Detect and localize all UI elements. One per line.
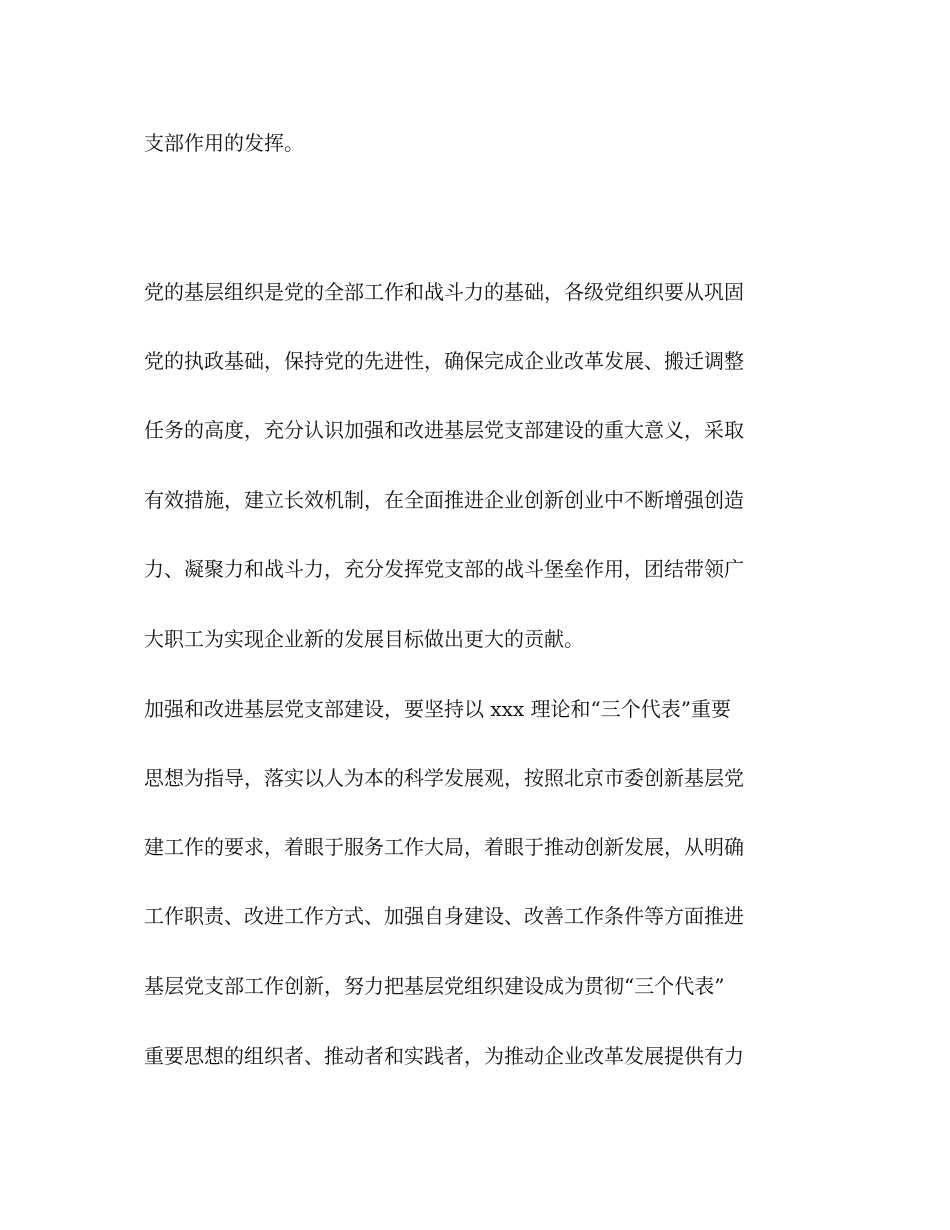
text-line: 工作职责、改进工作方式、加强自身建设、改善工作条件等方面推进 [144, 904, 744, 928]
text-line: 支部作用的发挥。 [144, 131, 304, 155]
text-line: 大职工为实现企业新的发展目标做出更大的贡献。 [144, 627, 584, 651]
text-line: 任务的高度，充分认识加强和改进基层党支部建设的重大意义，采取 [144, 418, 744, 442]
text-line: 基层党支部工作创新，努力把基层党组织建设成为贯彻“三个代表” [144, 974, 725, 998]
text-line: 有效措施，建立长效机制，在全面推进企业创新创业中不断增强创造 [144, 488, 744, 512]
text-line: 力、凝聚力和战斗力，充分发挥党支部的战斗堡垒作用，团结带领广 [144, 557, 744, 581]
text-line: 思想为指导，落实以人为本的科学发展观，按照北京市委创新基层党 [144, 766, 744, 790]
text-line: 党的基层组织是党的全部工作和战斗力的基础，各级党组织要从巩固 [144, 280, 744, 304]
text-line: 加强和改进基层党支部建设，要坚持以 xxx 理论和“三个代表”重要 [144, 697, 732, 721]
text-line: 重要思想的组织者、推动者和实践者，为推动企业改革发展提供有力 [144, 1044, 744, 1068]
text-line: 建工作的要求，着眼于服务工作大局，着眼于推动创新发展，从明确 [144, 835, 744, 859]
text-line: 党的执政基础，保持党的先进性，确保完成企业改革发展、搬迁调整 [144, 349, 744, 373]
